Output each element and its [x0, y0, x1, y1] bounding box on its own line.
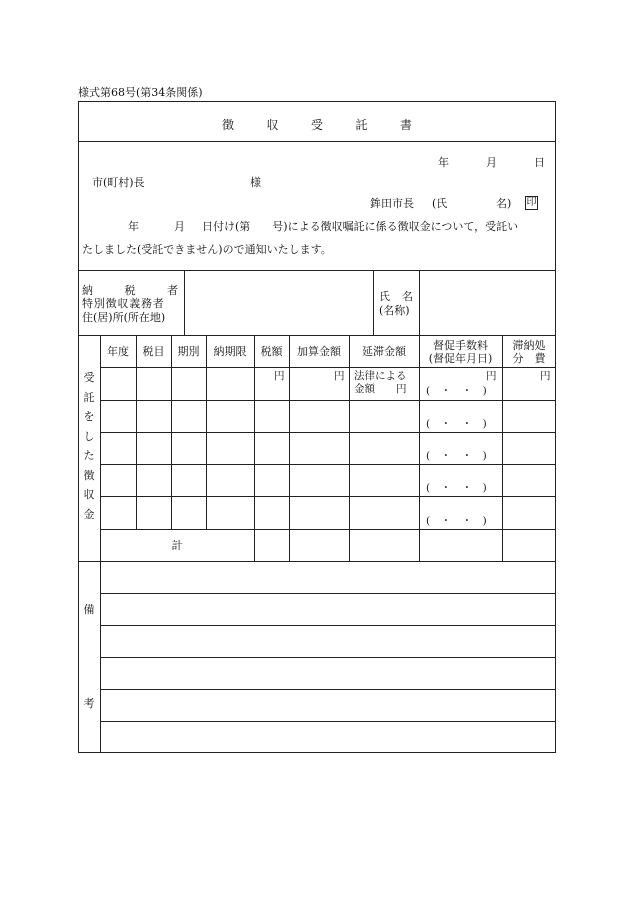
body-year: 年 — [128, 220, 139, 233]
header-disposition-2: 分 費 — [512, 352, 546, 365]
title-char: 徴 — [222, 118, 235, 132]
col-line — [289, 335, 290, 561]
seal-mark: 印 — [526, 197, 537, 208]
dunning-date-placeholder: ( ・ ・ ) — [426, 385, 487, 397]
taxpayer-label-3: 住(居)所(所在地) — [82, 311, 166, 324]
sender-label: 鉾田市長 — [370, 197, 414, 210]
title-char: 託 — [355, 118, 368, 132]
collection-side-label — [80, 372, 98, 520]
side-char: し — [83, 429, 95, 443]
label-char: 氏 — [379, 290, 390, 303]
header-dunning-date: (督促年月日) — [428, 352, 493, 365]
side-char: を — [83, 410, 95, 423]
yen-disposition: 円 — [540, 370, 551, 382]
remarks-line — [100, 625, 556, 626]
header-period: 期別 — [177, 345, 200, 358]
body-text-line1: 日付け(第 号)による徴収嘱託に係る徴収金について，受託い — [202, 220, 519, 233]
form-number-label: 様式第68号(第34条関係) — [78, 86, 203, 99]
addressee-sama: 様 — [250, 176, 261, 189]
header-delinquency: 延滞金額 — [362, 345, 406, 358]
total-label: 計 — [171, 539, 183, 552]
name-label-2: (名称) — [379, 304, 410, 317]
side-char: た — [83, 449, 95, 462]
remarks-label-2: 考 — [83, 697, 95, 710]
header-deadline: 納期限 — [213, 345, 247, 358]
remarks-line — [100, 657, 556, 658]
label-char: 納 — [82, 284, 93, 297]
dunning-date-placeholder: ( ・ ・ ) — [426, 450, 487, 462]
body-month: 月 — [174, 220, 185, 233]
divider-table — [78, 561, 556, 562]
table-row-line — [100, 367, 556, 368]
label-char: 税 — [124, 284, 136, 297]
yen-tax-amount: 円 — [274, 370, 285, 382]
label-char: 者 — [167, 284, 178, 297]
side-char: 収 — [83, 488, 95, 501]
taxpayer-label-1 — [82, 285, 178, 296]
col-line — [502, 335, 503, 561]
table-row-line — [100, 400, 556, 401]
remarks-line — [100, 689, 556, 690]
name-paren-open: (氏 — [432, 197, 448, 210]
remarks-line — [100, 721, 556, 722]
remarks-label-1: 備 — [83, 603, 95, 616]
side-char: 金 — [83, 507, 95, 521]
header-disposition: 滞納処 — [512, 339, 546, 352]
table-row-line — [100, 432, 556, 433]
name-paren-close: 名) — [496, 197, 512, 210]
col-line — [254, 335, 255, 561]
legal-amount-line2: 金額 円 — [354, 383, 407, 395]
col-line — [349, 335, 350, 561]
date-month: 月 — [486, 156, 497, 169]
dunning-date-placeholder: ( ・ ・ ) — [426, 515, 487, 527]
date-year: 年 — [438, 156, 449, 169]
header-dunning-fee: 督促手数料 — [433, 339, 488, 352]
taxpayer-label-2: 特別徴収義務者 — [82, 297, 165, 310]
divider-header — [78, 270, 556, 271]
dunning-date-placeholder: ( ・ ・ ) — [426, 482, 487, 494]
date-day: 日 — [534, 156, 545, 169]
divider-taxpayer — [78, 335, 556, 336]
col-line — [419, 335, 420, 561]
side-char: 託 — [83, 390, 95, 404]
table-row-line — [100, 496, 556, 497]
taxpayer-divider-2 — [373, 270, 374, 335]
title-char: 収 — [266, 118, 279, 132]
side-char: 受 — [83, 371, 95, 384]
body-text-line2: たしました(受託できません)ので通知いたします。 — [82, 243, 332, 256]
dunning-date-placeholder: ( ・ ・ ) — [426, 418, 487, 430]
legal-amount-line1: 法律による — [354, 370, 407, 382]
yen-surcharge: 円 — [334, 370, 345, 382]
title-char: 書 — [399, 118, 412, 132]
divider-title — [78, 141, 556, 142]
header-tax-item: 税目 — [142, 345, 165, 358]
document-title — [78, 116, 556, 133]
taxpayer-divider-3 — [419, 270, 420, 335]
name-label — [379, 291, 413, 302]
header-year: 年度 — [107, 345, 129, 358]
label-char: 名 — [402, 290, 413, 303]
title-char: 受 — [310, 118, 323, 132]
addressee-label: 市(町村)長 — [92, 176, 145, 189]
yen-dunning-fee: 円 — [486, 370, 497, 382]
header-surcharge: 加算金額 — [297, 345, 341, 358]
table-row-line — [100, 464, 556, 465]
header-tax-amount: 税額 — [260, 345, 283, 358]
taxpayer-divider-1 — [184, 270, 185, 335]
table-row-line — [100, 529, 556, 530]
side-char: 徴 — [83, 468, 95, 482]
remarks-line — [100, 593, 556, 594]
